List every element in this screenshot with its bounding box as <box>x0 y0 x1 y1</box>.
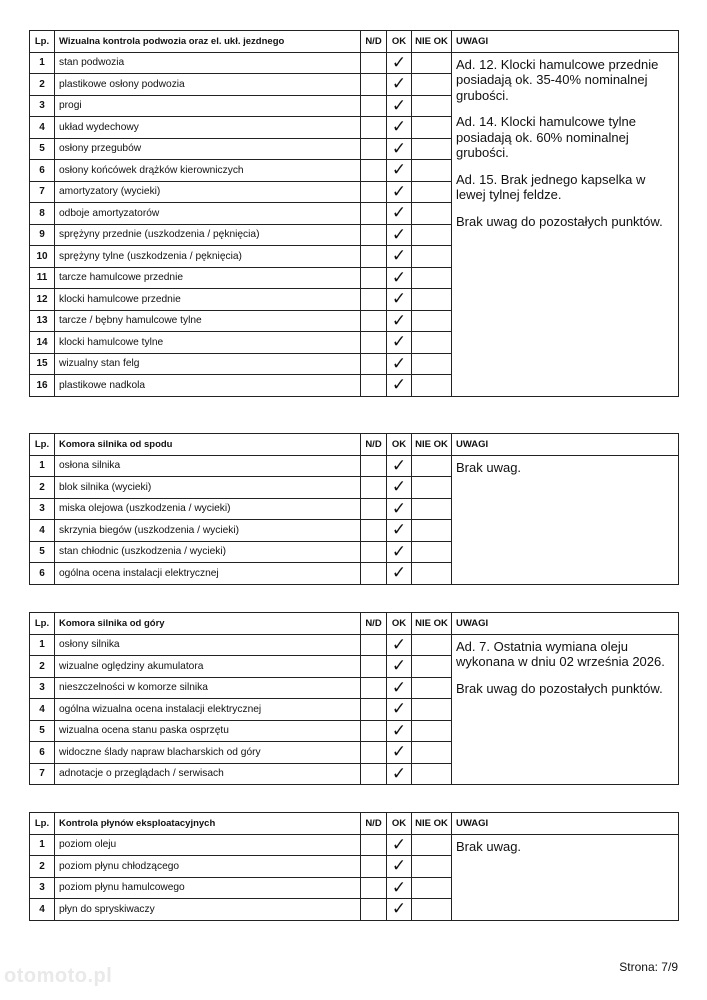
header-lp: Lp. <box>30 613 55 635</box>
section-title: Wizualna kontrola podwozia oraz el. ukł. jezdnego <box>55 31 361 53</box>
check-mark-icon: ✓ <box>387 95 412 117</box>
notes-cell <box>452 634 679 785</box>
header-ok: OK <box>387 31 412 53</box>
nie-ok-cell <box>412 353 452 375</box>
section-title: Komora silnika od góry <box>55 613 361 635</box>
header-lp: Lp. <box>30 813 55 835</box>
nie-ok-cell <box>412 834 452 856</box>
check-mark-icon: ✓ <box>387 656 412 678</box>
inspection-table <box>29 612 679 785</box>
item-label: osłony silnika <box>55 634 361 656</box>
nie-ok-cell <box>412 720 452 742</box>
table-header-row <box>30 31 679 53</box>
item-label: tarcze / bębny hamulcowe tylne <box>55 310 361 332</box>
inspection-table <box>29 812 679 921</box>
inspection-table <box>29 433 679 585</box>
nd-cell <box>361 267 387 289</box>
check-mark-icon: ✓ <box>387 899 412 921</box>
item-label: klocki hamulcowe tylne <box>55 332 361 354</box>
check-mark-icon: ✓ <box>387 677 412 699</box>
row-number: 8 <box>30 203 55 225</box>
row-number: 13 <box>30 310 55 332</box>
check-mark-icon: ✓ <box>387 455 412 477</box>
item-label: układ wydechowy <box>55 117 361 139</box>
nie-ok-cell <box>412 310 452 332</box>
row-number: 4 <box>30 520 55 542</box>
check-mark-icon: ✓ <box>387 477 412 499</box>
check-mark-icon: ✓ <box>387 634 412 656</box>
check-mark-icon: ✓ <box>387 699 412 721</box>
nd-cell <box>361 498 387 520</box>
item-label: nieszczelności w komorze silnika <box>55 677 361 699</box>
check-mark-icon: ✓ <box>387 310 412 332</box>
item-label: poziom oleju <box>55 834 361 856</box>
header-nie-ok: NIE OK <box>412 613 452 635</box>
nd-cell <box>361 138 387 160</box>
nd-cell <box>361 563 387 585</box>
nd-cell <box>361 656 387 678</box>
nd-cell <box>361 455 387 477</box>
nie-ok-cell <box>412 856 452 878</box>
nd-cell <box>361 877 387 899</box>
item-label: plastikowe nadkola <box>55 375 361 397</box>
check-mark-icon: ✓ <box>387 224 412 246</box>
nd-cell <box>361 332 387 354</box>
row-number: 16 <box>30 375 55 397</box>
item-label: ogólna ocena instalacji elektrycznej <box>55 563 361 585</box>
item-label: skrzynia biegów (uszkodzenia / wycieki) <box>55 520 361 542</box>
notes-cell <box>452 455 679 584</box>
nd-cell <box>361 834 387 856</box>
note-text: Ad. 15. Brak jednego kapselka w lewej tylnej feldze. <box>456 171 646 202</box>
item-label: ogólna wizualna ocena instalacji elektrycznej <box>55 699 361 721</box>
check-mark-icon: ✓ <box>387 52 412 74</box>
row-number: 11 <box>30 267 55 289</box>
nd-cell <box>361 74 387 96</box>
table-row <box>30 834 679 856</box>
nie-ok-cell <box>412 52 452 74</box>
row-number: 4 <box>30 699 55 721</box>
nd-cell <box>361 677 387 699</box>
header-lp: Lp. <box>30 434 55 456</box>
header-lp: Lp. <box>30 31 55 53</box>
item-label: progi <box>55 95 361 117</box>
inspection-table <box>29 30 679 397</box>
check-mark-icon: ✓ <box>387 203 412 225</box>
check-mark-icon: ✓ <box>387 742 412 764</box>
nd-cell <box>361 720 387 742</box>
notes-cell <box>452 834 679 920</box>
item-label: wizualna ocena stanu paska osprzętu <box>55 720 361 742</box>
header-nd: N/D <box>361 434 387 456</box>
row-number: 6 <box>30 742 55 764</box>
header-nie-ok: NIE OK <box>412 434 452 456</box>
item-label: blok silnika (wycieki) <box>55 477 361 499</box>
header-nie-ok: NIE OK <box>412 813 452 835</box>
check-mark-icon: ✓ <box>387 498 412 520</box>
nie-ok-cell <box>412 699 452 721</box>
nie-ok-cell <box>412 203 452 225</box>
nie-ok-cell <box>412 95 452 117</box>
nie-ok-cell <box>412 138 452 160</box>
header-uwagi: UWAGI <box>452 434 679 456</box>
row-number: 3 <box>30 95 55 117</box>
nie-ok-cell <box>412 246 452 268</box>
check-mark-icon: ✓ <box>387 763 412 785</box>
nie-ok-cell <box>412 455 452 477</box>
row-number: 6 <box>30 563 55 585</box>
nd-cell <box>361 763 387 785</box>
nie-ok-cell <box>412 160 452 182</box>
nd-cell <box>361 477 387 499</box>
section-title: Komora silnika od spodu <box>55 434 361 456</box>
check-mark-icon: ✓ <box>387 289 412 311</box>
header-nd: N/D <box>361 31 387 53</box>
item-label: tarcze hamulcowe przednie <box>55 267 361 289</box>
nie-ok-cell <box>412 74 452 96</box>
row-number: 14 <box>30 332 55 354</box>
nie-ok-cell <box>412 563 452 585</box>
item-label: stan chłodnic (uszkodzenia / wycieki) <box>55 541 361 563</box>
row-number: 1 <box>30 834 55 856</box>
table-row <box>30 455 679 477</box>
note-text: Brak uwag. <box>456 459 522 475</box>
item-label: osłony końcówek drążków kierowniczych <box>55 160 361 182</box>
header-uwagi: UWAGI <box>452 613 679 635</box>
nd-cell <box>361 634 387 656</box>
item-label: osłony przegubów <box>55 138 361 160</box>
row-number: 5 <box>30 138 55 160</box>
nie-ok-cell <box>412 477 452 499</box>
page-number: Strona: 7/9 <box>619 960 678 974</box>
check-mark-icon: ✓ <box>387 160 412 182</box>
nie-ok-cell <box>412 224 452 246</box>
table-header-row <box>30 434 679 456</box>
nd-cell <box>361 520 387 542</box>
watermark: otomoto.pl <box>4 965 113 987</box>
header-nie-ok: NIE OK <box>412 31 452 53</box>
header-ok: OK <box>387 813 412 835</box>
nd-cell <box>361 224 387 246</box>
row-number: 2 <box>30 856 55 878</box>
row-number: 2 <box>30 477 55 499</box>
check-mark-icon: ✓ <box>387 74 412 96</box>
header-nd: N/D <box>361 613 387 635</box>
item-label: miska olejowa (uszkodzenia / wycieki) <box>55 498 361 520</box>
row-number: 4 <box>30 117 55 139</box>
row-number: 3 <box>30 877 55 899</box>
nd-cell <box>361 742 387 764</box>
nd-cell <box>361 310 387 332</box>
nd-cell <box>361 117 387 139</box>
row-number: 5 <box>30 541 55 563</box>
nd-cell <box>361 181 387 203</box>
item-label: sprężyny tylne (uszkodzenia / pęknięcia) <box>55 246 361 268</box>
header-ok: OK <box>387 613 412 635</box>
nd-cell <box>361 375 387 397</box>
nd-cell <box>361 203 387 225</box>
table-row <box>30 634 679 656</box>
row-number: 15 <box>30 353 55 375</box>
nie-ok-cell <box>412 375 452 397</box>
item-label: wizualny stan felg <box>55 353 361 375</box>
check-mark-icon: ✓ <box>387 563 412 585</box>
check-mark-icon: ✓ <box>387 520 412 542</box>
item-label: stan podwozia <box>55 52 361 74</box>
check-mark-icon: ✓ <box>387 138 412 160</box>
check-mark-icon: ✓ <box>387 375 412 397</box>
row-number: 7 <box>30 181 55 203</box>
nd-cell <box>361 52 387 74</box>
check-mark-icon: ✓ <box>387 267 412 289</box>
note-text: Ad. 12. Klocki hamulcowe przednie posiadają ok. 35-40% nominalnej grubości. <box>456 56 659 103</box>
header-uwagi: UWAGI <box>452 813 679 835</box>
item-label: widoczne ślady napraw blacharskich od góry <box>55 742 361 764</box>
check-mark-icon: ✓ <box>387 181 412 203</box>
nie-ok-cell <box>412 289 452 311</box>
check-mark-icon: ✓ <box>387 353 412 375</box>
check-mark-icon: ✓ <box>387 541 412 563</box>
note-text: Ad. 14. Klocki hamulcowe tylne posiadają ok. 60% nominalnej grubości. <box>456 114 636 160</box>
table-row <box>30 52 679 74</box>
nie-ok-cell <box>412 267 452 289</box>
row-number: 5 <box>30 720 55 742</box>
row-number: 7 <box>30 763 55 785</box>
nd-cell <box>361 899 387 921</box>
table-header-row <box>30 613 679 635</box>
check-mark-icon: ✓ <box>387 720 412 742</box>
item-label: sprężyny przednie (uszkodzenia / pęknięcia) <box>55 224 361 246</box>
nd-cell <box>361 699 387 721</box>
row-number: 12 <box>30 289 55 311</box>
row-number: 1 <box>30 634 55 656</box>
nie-ok-cell <box>412 656 452 678</box>
nie-ok-cell <box>412 742 452 764</box>
item-label: plastikowe osłony podwozia <box>55 74 361 96</box>
nie-ok-cell <box>412 520 452 542</box>
item-label: odboje amortyzatorów <box>55 203 361 225</box>
nie-ok-cell <box>412 332 452 354</box>
notes-cell <box>452 52 679 396</box>
check-mark-icon: ✓ <box>387 834 412 856</box>
item-label: poziom płynu chłodzącego <box>55 856 361 878</box>
row-number: 10 <box>30 246 55 268</box>
table-header-row <box>30 813 679 835</box>
nie-ok-cell <box>412 634 452 656</box>
nie-ok-cell <box>412 181 452 203</box>
item-label: adnotacje o przeglądach / serwisach <box>55 763 361 785</box>
check-mark-icon: ✓ <box>387 856 412 878</box>
nie-ok-cell <box>412 677 452 699</box>
nd-cell <box>361 95 387 117</box>
nd-cell <box>361 160 387 182</box>
row-number: 3 <box>30 677 55 699</box>
item-label: płyn do spryskiwaczy <box>55 899 361 921</box>
nie-ok-cell <box>412 541 452 563</box>
header-nd: N/D <box>361 813 387 835</box>
header-uwagi: UWAGI <box>452 31 679 53</box>
row-number: 2 <box>30 656 55 678</box>
check-mark-icon: ✓ <box>387 246 412 268</box>
nd-cell <box>361 353 387 375</box>
nd-cell <box>361 541 387 563</box>
nie-ok-cell <box>412 877 452 899</box>
check-mark-icon: ✓ <box>387 117 412 139</box>
header-ok: OK <box>387 434 412 456</box>
note-text: Brak uwag do pozostałych punktów. <box>456 680 663 696</box>
nie-ok-cell <box>412 763 452 785</box>
row-number: 6 <box>30 160 55 182</box>
item-label: amortyzatory (wycieki) <box>55 181 361 203</box>
note-text: Ad. 7. Ostatnia wymiana oleju wykonana w dniu 02 września 2026. <box>456 638 665 669</box>
note-text: Brak uwag. <box>456 838 522 854</box>
item-label: wizualne oględziny akumulatora <box>55 656 361 678</box>
item-label: osłona silnika <box>55 455 361 477</box>
row-number: 1 <box>30 52 55 74</box>
row-number: 4 <box>30 899 55 921</box>
row-number: 3 <box>30 498 55 520</box>
nie-ok-cell <box>412 117 452 139</box>
item-label: poziom płynu hamulcowego <box>55 877 361 899</box>
item-label: klocki hamulcowe przednie <box>55 289 361 311</box>
section-title: Kontrola płynów eksploatacyjnych <box>55 813 361 835</box>
check-mark-icon: ✓ <box>387 332 412 354</box>
check-mark-icon: ✓ <box>387 877 412 899</box>
nd-cell <box>361 246 387 268</box>
row-number: 2 <box>30 74 55 96</box>
nd-cell <box>361 856 387 878</box>
nd-cell <box>361 289 387 311</box>
note-text: Brak uwag do pozostałych punktów. <box>456 213 663 229</box>
row-number: 1 <box>30 455 55 477</box>
nie-ok-cell <box>412 498 452 520</box>
nie-ok-cell <box>412 899 452 921</box>
row-number: 9 <box>30 224 55 246</box>
